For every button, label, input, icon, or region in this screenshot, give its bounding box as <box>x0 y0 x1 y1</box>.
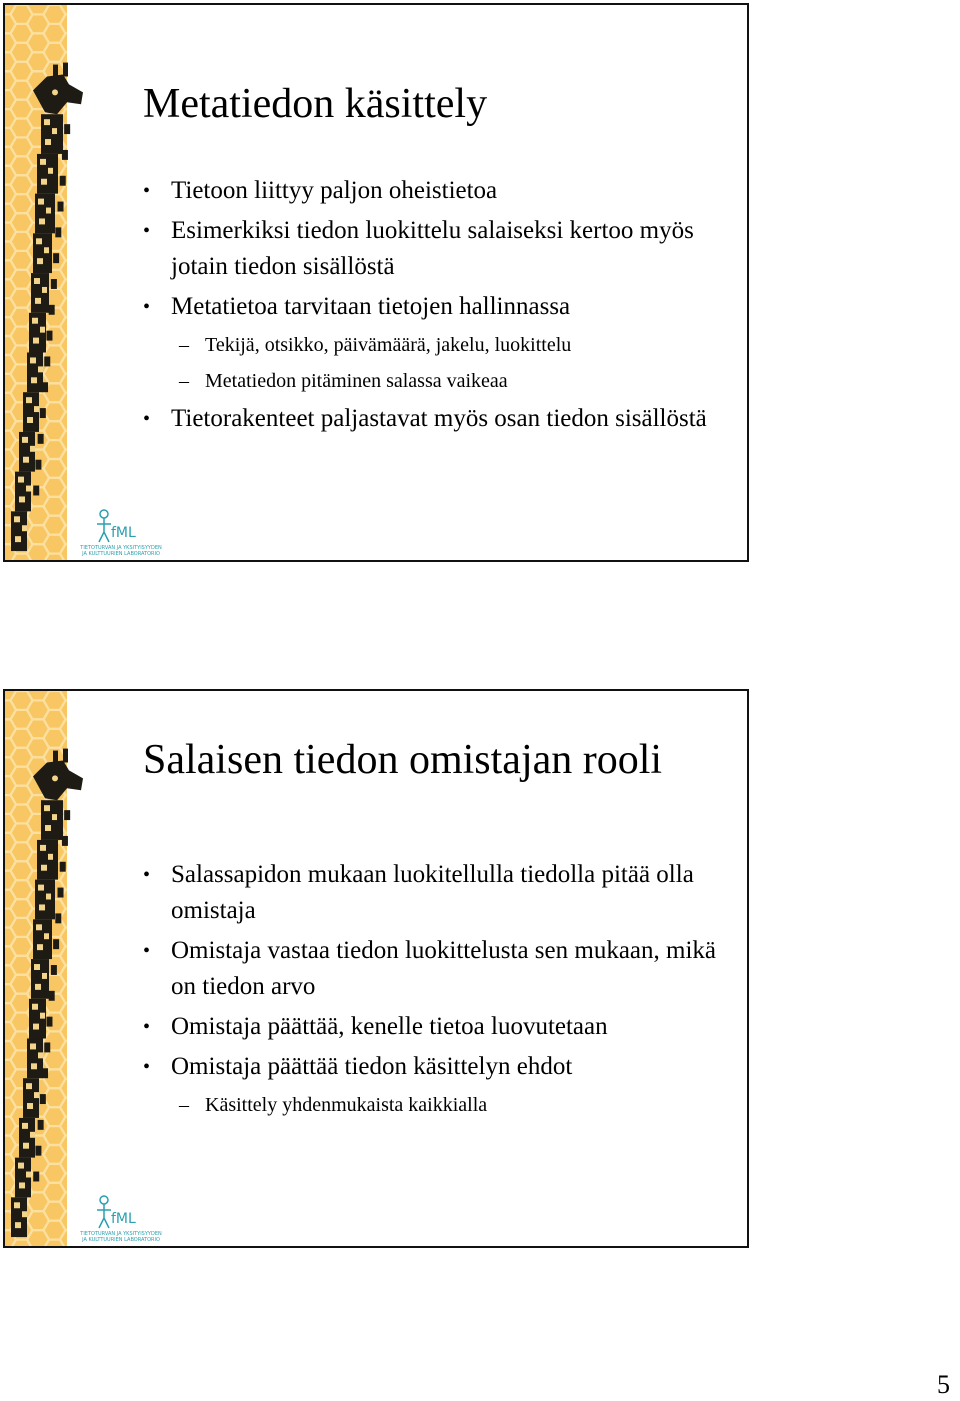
bullet-item <box>143 933 733 1005</box>
logo-caption-line-2: JA KULTTUURIEN LABORATORIO <box>82 1237 160 1243</box>
bullet-text: Tietorakenteet paljastavat myös osan tiedon sisällöstä <box>171 405 707 432</box>
bullet-text: Omistaja päättää, kenelle tietoa luovutetaan <box>171 1013 608 1040</box>
giraffe-decoration <box>5 691 100 1246</box>
bullet-item <box>143 173 733 209</box>
logo-figure-icon <box>97 1204 111 1228</box>
bullet-marker: • <box>143 296 151 318</box>
bullet-marker: • <box>143 180 151 202</box>
slide-2 <box>3 689 749 1248</box>
laboratory-logo <box>73 1194 169 1244</box>
bullet-text: Metatietoa tarvitaan tietojen hallinnassa <box>171 293 571 320</box>
slide-1 <box>3 3 749 562</box>
bullet-marker: • <box>143 864 151 886</box>
bullet-marker: • <box>143 220 151 242</box>
dash-marker: – <box>179 1094 189 1116</box>
sub-bullet-item <box>143 329 733 362</box>
sub-bullet-item <box>143 1089 733 1122</box>
bullet-text: Esimerkiksi tiedon luokittelu salaiseksi kertoo myös jotain tiedon sisällöstä <box>171 217 694 280</box>
logo-caption-line-1: TIETOTURVAN JA YKSITYISYYDEN <box>80 545 162 551</box>
bullet-item <box>143 1009 733 1045</box>
slide-title: Salaisen tiedon omistajan rooli <box>143 737 663 783</box>
bullet-item <box>143 857 733 929</box>
bullet-list <box>143 857 733 1125</box>
bullet-list <box>143 173 733 441</box>
dash-marker: – <box>179 334 189 356</box>
dash-marker: – <box>179 370 189 392</box>
logo-caption-line-2: JA KULTTUURIEN LABORATORIO <box>82 551 160 557</box>
logo-caption-line-1: TIETOTURVAN JA YKSITYISYYDEN <box>80 1231 162 1237</box>
logo-figure-icon <box>97 518 111 542</box>
bullet-text: Metatiedon pitäminen salassa vaikeaa <box>205 370 508 392</box>
slide-title: Metatiedon käsittely <box>143 81 488 127</box>
bullet-text: Omistaja vastaa tiedon luokittelusta sen mukaan, mikä on tiedon arvo <box>171 937 717 1000</box>
laboratory-logo <box>73 508 169 558</box>
page-number: 5 <box>937 1370 950 1399</box>
bullet-marker: • <box>143 940 151 962</box>
bullet-item <box>143 289 733 325</box>
logo-text: fML <box>111 525 136 541</box>
bullet-text: Tekijä, otsikko, päivämäärä, jakelu, luokittelu <box>205 334 572 356</box>
bullet-item <box>143 1049 733 1085</box>
bullet-marker: • <box>143 1016 151 1038</box>
bullet-item <box>143 401 733 437</box>
logo-text: fML <box>111 1211 136 1227</box>
sub-bullet-item <box>143 365 733 398</box>
bullet-marker: • <box>143 408 151 430</box>
bullet-text: Käsittely yhdenmukaista kaikkialla <box>205 1094 488 1116</box>
bullet-item <box>143 213 733 285</box>
logo-figure-head <box>100 510 108 518</box>
giraffe-decoration <box>5 5 100 560</box>
bullet-text: Omistaja päättää tiedon käsittelyn ehdot <box>171 1053 573 1080</box>
logo-figure-head <box>100 1196 108 1204</box>
bullet-text: Salassapidon mukaan luokitellulla tiedolla pitää olla omistaja <box>171 861 694 924</box>
bullet-marker: • <box>143 1056 151 1078</box>
bullet-text: Tietoon liittyy paljon oheistietoa <box>171 177 498 204</box>
